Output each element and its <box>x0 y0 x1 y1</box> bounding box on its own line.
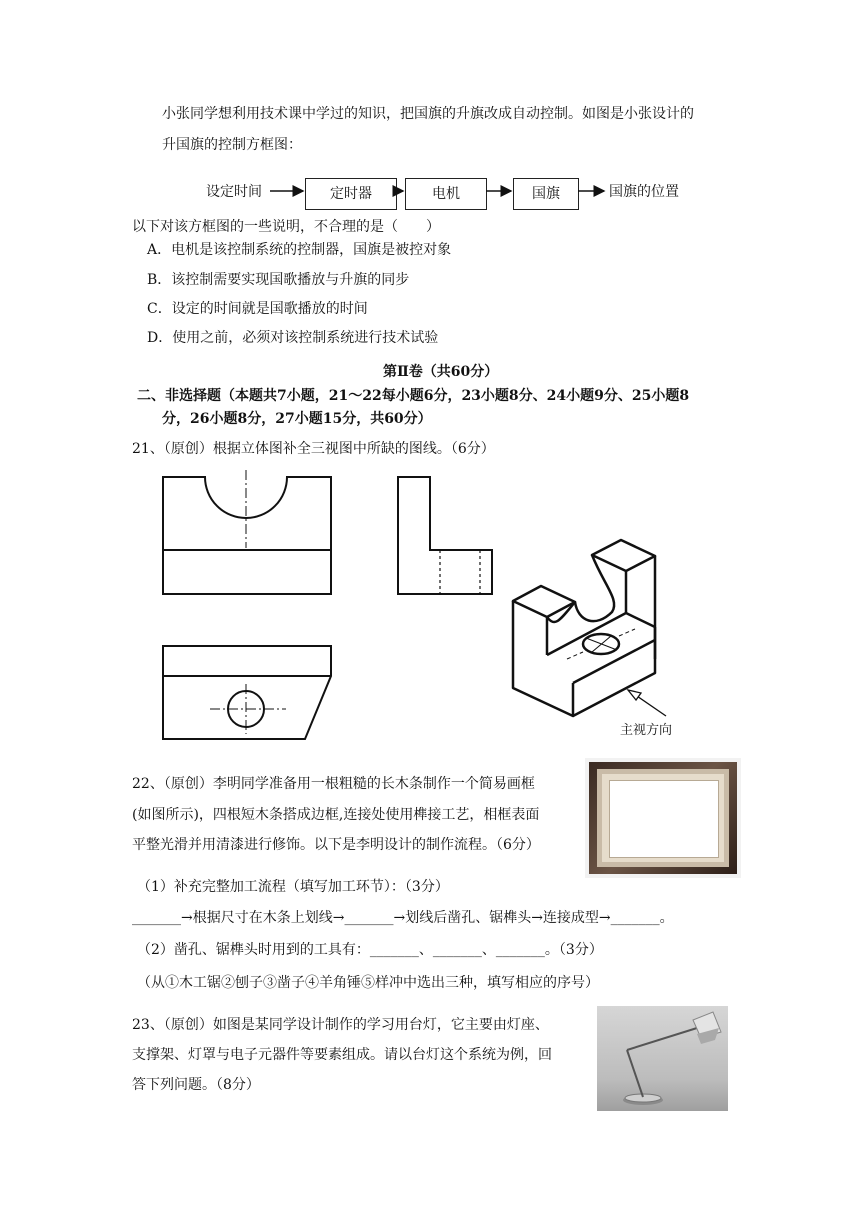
q20-stem: 以下对该方框图的一些说明，不合理的是（ ） <box>132 219 440 235</box>
top-view <box>163 646 331 739</box>
q23-line-3: 答下列问题。（8分） <box>132 1077 260 1093</box>
front-view <box>163 470 331 594</box>
intro-line-2: 升国旗的控制方框图： <box>162 137 302 153</box>
q22-line-2: (如图所示)，四根短木条搭成边框,连接处使用榫接工艺，相框表面 <box>132 807 540 823</box>
q22-line-3: 平整光滑并用清漆进行修饰。以下是李明设计的制作流程。（6分） <box>132 837 540 853</box>
q22-flow: _______→根据尺寸在木条上划线→_______→划线后凿孔、锯榫头→连接成型→_______。 <box>132 910 674 926</box>
view-direction-arrow <box>628 690 666 716</box>
desk-lamp-illustration <box>597 1006 728 1111</box>
intro-line-1: 小张同学想利用技术课中学过的知识，把国旗的升旗改成自动控制。如图是小张设计的 <box>162 106 694 122</box>
desk-lamp-photo <box>597 1006 728 1111</box>
q22-sub-1: （1）补充完整加工流程（填写加工环节）：（3分） <box>137 879 449 895</box>
part2-title: 第Ⅱ卷（共60分） <box>383 364 499 380</box>
q20-option-c: C．设定的时间就是国歌播放的时间 <box>147 301 368 317</box>
q22-line-1: 22、（原创）李明同学准备用一根粗糙的长木条制作一个简易画框 <box>132 776 535 792</box>
q21-stem: 21、（原创）根据立体图补全三视图中所缺的图线。（6分） <box>132 441 495 457</box>
part2-section-line-1: 二、非选择题（本题共7小题，21～22每小题6分，23小题8分、24小题9分、25小题8 <box>137 388 690 404</box>
q20-option-a: A．电机是该控制系统的控制器，国旗是被控对象 <box>147 242 452 258</box>
q23-line-2: 支撑架、灯罩与电子元器件等要素组成。请以台灯这个系统为例，回 <box>132 1047 552 1063</box>
diagram-input-label: 设定时间 <box>206 184 262 200</box>
q23-line-1: 23、（原创）如图是某同学设计制作的学习用台灯，它主要由灯座、 <box>132 1017 549 1033</box>
diagram-output-label: 国旗的位置 <box>609 184 679 200</box>
side-view <box>398 477 492 594</box>
view-direction-label: 主视方向 <box>620 723 673 738</box>
q20-option-b: B．该控制需要实现国歌播放与升旗的同步 <box>147 272 410 288</box>
diagram-block-flag: 国旗 <box>513 178 579 210</box>
q20-option-d: D．使用之前，必须对该控制系统进行技术试验 <box>147 330 439 346</box>
isometric-view <box>513 540 655 716</box>
q22-sub-2: （2）凿孔、锯榫头时用到的工具有：_______、_______、_______。（3分） <box>137 942 603 958</box>
diagram-block-motor: 电机 <box>405 178 487 210</box>
q22-sub-2-note: （从①木工锯②刨子③凿子④羊角锤⑤样冲中选出三种，填写相应的序号） <box>137 975 599 991</box>
diagram-block-timer: 定时器 <box>305 178 397 210</box>
part2-section-line-2: 分，26小题8分，27小题15分，共60分） <box>162 411 432 427</box>
picture-frame-photo <box>585 758 741 878</box>
